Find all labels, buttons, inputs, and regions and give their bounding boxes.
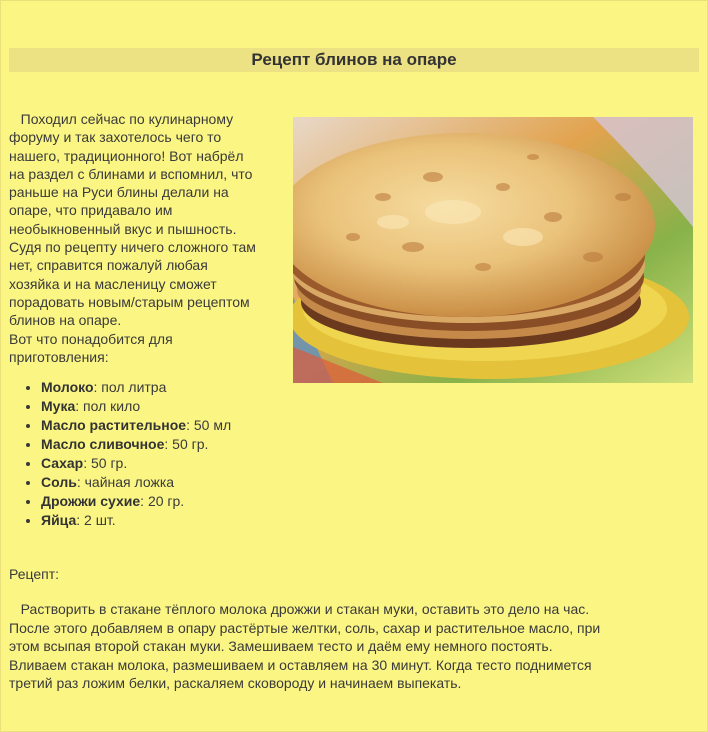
intro-line: опаре, что придавало им bbox=[9, 202, 173, 219]
list-item bbox=[41, 473, 231, 492]
ingredient-name: Яйца bbox=[41, 512, 77, 528]
recipe-line: Растворить в стакане тёплого молока дрожжи и стакан муки, оставить это дело на час. bbox=[9, 601, 590, 617]
intro-line: нет, справится пожалуй любая bbox=[9, 257, 208, 274]
ingredient-amount: : 50 гр. bbox=[164, 436, 209, 452]
intro-line: хозяйка и на масленицу сможет bbox=[9, 275, 217, 292]
intro-line: блинов на опаре. bbox=[9, 312, 122, 329]
ingredient-amount: : чайная ложка bbox=[76, 474, 175, 490]
ingredient-name: Сахар bbox=[41, 455, 84, 471]
recipe-text bbox=[9, 600, 699, 693]
ingredient-name: Масло растительное bbox=[41, 417, 187, 433]
ingredient-list bbox=[21, 378, 231, 530]
recipe-line: После этого добавляем в опару растёртые желтки, соль, сахар и растительное масло, при bbox=[9, 619, 601, 636]
list-item bbox=[41, 397, 231, 416]
ingredient-name: Мука bbox=[41, 398, 76, 414]
list-item bbox=[41, 454, 231, 473]
intro-line: порадовать новым/старым рецептом bbox=[9, 293, 250, 310]
intro-line: приготовления: bbox=[9, 348, 109, 365]
ingredient-amount: : пол кило bbox=[75, 398, 141, 414]
ingredient-name: Масло сливочное bbox=[41, 436, 165, 452]
page-title: Рецепт блинов на опаре bbox=[9, 48, 699, 72]
intro-line: Походил сейчас по кулинарному bbox=[9, 111, 234, 127]
list-item bbox=[41, 435, 231, 454]
list-item bbox=[41, 378, 231, 397]
list-item bbox=[41, 492, 231, 511]
recipe-line: третий раз ложим белки, раскаляем сковороду и начинаем выпекать. bbox=[9, 675, 462, 691]
pancake-stack-photo bbox=[293, 117, 693, 383]
recipe-line: Вливаем стакан молока, размешиваем и оставляем на 30 минут. Когда тесто поднимется bbox=[9, 656, 592, 673]
intro-text bbox=[9, 110, 287, 366]
intro-line: Судя по рецепту ничего сложного там bbox=[9, 239, 256, 256]
ingredient-amount: : 2 шт. bbox=[76, 512, 116, 528]
intro-line: нашего, традиционного! Вот набрёл bbox=[9, 147, 244, 164]
ingredient-name: Соль bbox=[41, 474, 77, 490]
ingredient-amount: : 50 гр. bbox=[83, 455, 128, 471]
ingredient-name: Молоко bbox=[41, 379, 94, 395]
recipe-label: Рецепт: bbox=[9, 566, 60, 582]
ingredient-amount: : пол литра bbox=[93, 379, 167, 395]
intro-line: Вот что понадобится для bbox=[9, 330, 173, 347]
ingredient-amount: : 20 гр. bbox=[140, 493, 185, 509]
intro-line: раньше на Руси блины делали на bbox=[9, 184, 229, 201]
intro-line: на раздел с блинами и вспомнил, что bbox=[9, 165, 253, 182]
list-item bbox=[41, 416, 231, 435]
intro-line: необыкновенный вкус и пышность. bbox=[9, 220, 237, 237]
ingredient-amount: : 50 мл bbox=[186, 417, 232, 433]
ingredient-name: Дрожжи сухие bbox=[41, 493, 141, 509]
list-item bbox=[41, 511, 231, 530]
recipe-line: этом всыпая второй стакан муки. Замешиваем тесто и даём ему немного постоять. bbox=[9, 638, 553, 654]
intro-line: форуму и так захотелось чего то bbox=[9, 129, 222, 146]
